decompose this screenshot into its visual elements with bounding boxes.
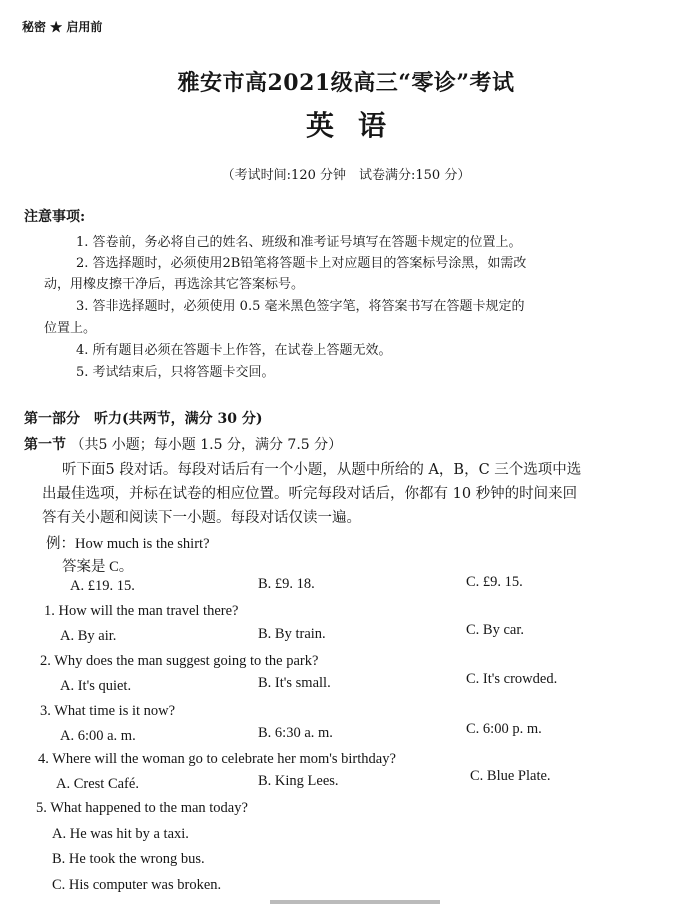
section1-heading bbox=[24, 434, 342, 454]
question-3: 3. What time is it now? bbox=[40, 703, 176, 719]
notice-line-4: 4. 所有题目必须在答题卡上作答，在试卷上答题无效。 bbox=[76, 343, 392, 358]
question-1: 1. How will the man travel there? bbox=[44, 603, 239, 619]
example-option-c: C. £9. 15. bbox=[466, 574, 523, 590]
question-4: 4. Where will the woman go to celebrate her mom's birthday? bbox=[38, 751, 396, 767]
example-answer: 答案是 C。 bbox=[62, 559, 134, 575]
q4-option-b: B. King Lees. bbox=[258, 773, 339, 789]
example-question: 例：How much is the shirt? bbox=[46, 536, 210, 552]
part1-heading: 第一部分 听力(共两节，满分 30 分) bbox=[24, 411, 263, 427]
q4-option-a: A. Crest Café. bbox=[56, 776, 139, 792]
notice-heading: 注意事项: bbox=[24, 209, 86, 225]
question-2: 2. Why does the man suggest going to the park? bbox=[40, 653, 319, 669]
q2-option-c: C. It's crowded. bbox=[466, 671, 558, 687]
question-5: 5. What happened to the man today? bbox=[36, 800, 248, 816]
q3-option-c: C. 6:00 p. m. bbox=[466, 721, 542, 737]
q5-option-a: A. He was hit by a taxi. bbox=[52, 826, 189, 842]
notice-line-2-cont: 动，用橡皮擦干净后，再选涂其它答案标号。 bbox=[44, 277, 305, 292]
footer-divider bbox=[270, 900, 440, 904]
exam-info: （考试时间:120 分钟 试卷满分:150 分） bbox=[221, 168, 471, 183]
subject-title: 英语 bbox=[305, 109, 410, 142]
section1-label: 第一节 bbox=[24, 437, 66, 453]
q4-option-c: C. Blue Plate. bbox=[470, 768, 551, 784]
instruction-line-1: 听下面5 段对话。每段对话后有一个小题，从题中所给的 A，B，C 三个选项中选 bbox=[62, 462, 582, 478]
q5-option-c: C. His computer was broken. bbox=[52, 877, 222, 893]
q1-option-a: A. By air. bbox=[60, 628, 117, 644]
q3-option-a: A. 6:00 a. m. bbox=[60, 728, 136, 744]
instruction-line-3: 答有关小题和阅读下一小题。每段对话仅读一遍。 bbox=[42, 510, 361, 526]
example-option-b: B. £9. 18. bbox=[258, 576, 315, 592]
q5-option-b: B. He took the wrong bus. bbox=[52, 851, 205, 867]
q2-option-b: B. It's small. bbox=[258, 675, 331, 691]
q2-option-a: A. It's quiet. bbox=[60, 678, 132, 694]
notice-line-3: 3. 答非选择题时，必须使用 0.5 毫米黑色签字笔，将答案书写在答题卡规定的 bbox=[76, 299, 525, 314]
notice-line-1: 1. 答卷前，务必将自己的姓名、班级和准考证号填写在答题卡规定的位置上。 bbox=[76, 235, 522, 250]
q1-option-c: C. By car. bbox=[466, 622, 524, 638]
notice-line-2: 2. 答选择题时，必须使用2B铅笔将答题卡上对应题目的答案标号涂黑，如需改 bbox=[76, 256, 527, 271]
notice-line-5: 5. 考试结束后，只将答题卡交回。 bbox=[76, 365, 275, 380]
example-option-a: A. £19. 15. bbox=[70, 578, 135, 594]
section1-desc: （共5 小题；每小题 1.5 分，满分 7.5 分） bbox=[70, 437, 343, 453]
notice-line-3-cont: 位置上。 bbox=[44, 321, 97, 336]
q3-option-b: B. 6:30 a. m. bbox=[258, 725, 333, 741]
instruction-line-2: 出最佳选项，并标在试卷的相应位置。听完每段对话后，你都有 10 秒钟的时间来回 bbox=[42, 486, 578, 502]
secret-label: 秘密 ★ 启用前 bbox=[22, 20, 103, 34]
q1-option-b: B. By train. bbox=[258, 626, 326, 642]
exam-title: 雅安市高2021级高三“零诊”考试 bbox=[177, 70, 515, 96]
